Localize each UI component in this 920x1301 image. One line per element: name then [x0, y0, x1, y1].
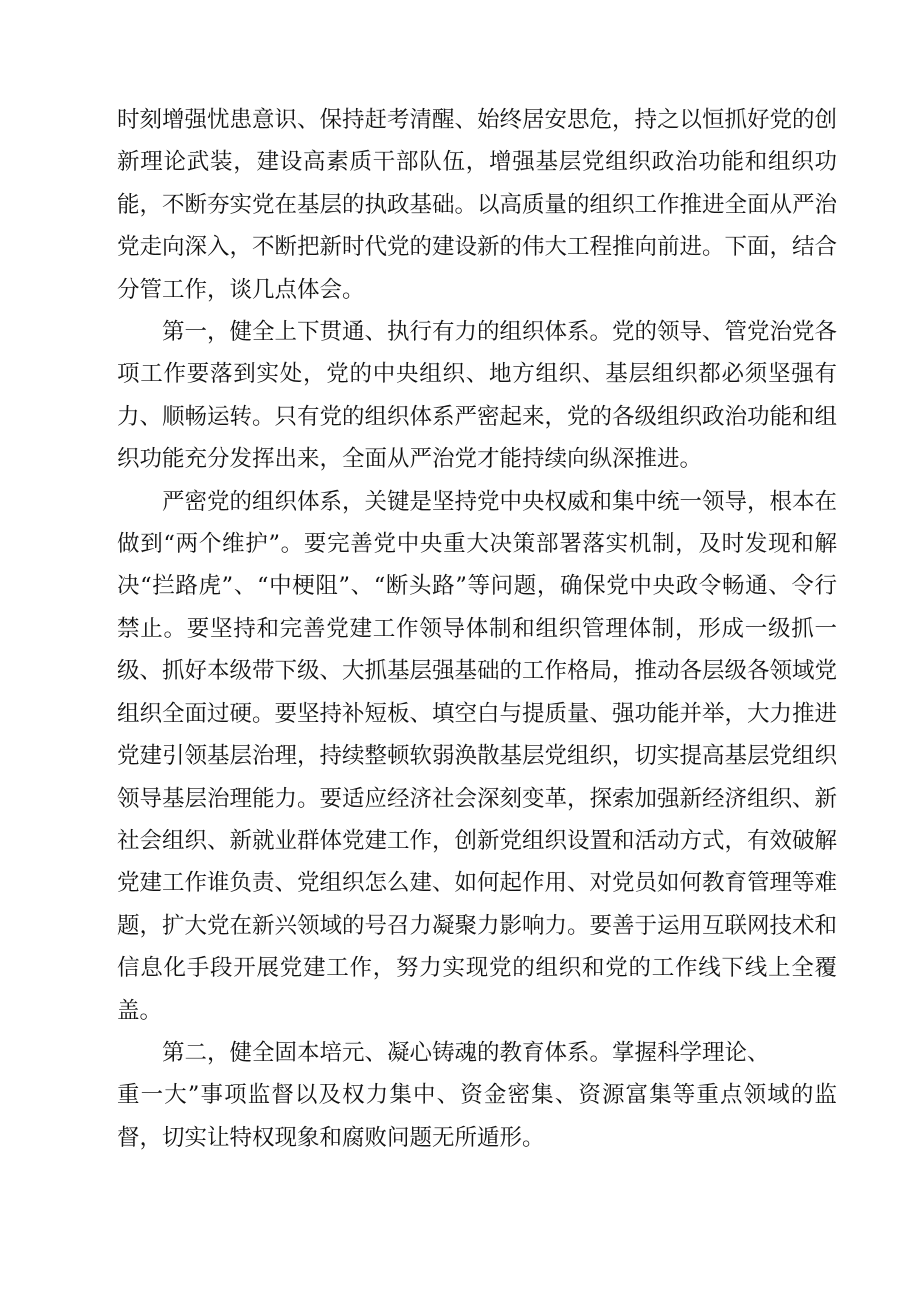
paragraph-intro-continued: 时刻增强忧患意识、保持赶考清醒、始终居安思危，持之以恒抓好党的创新理论武装，建设高素质干部队伍，增强基层党组织政治功能和组织功能，不断夯实党在基层的执政基础。以高质量的组织工作推进全面从严治党走向深入，不断把新时代党的建设新的伟大工程推向前进。下面，结合分管工作，谈几点体会。 — [117, 107, 838, 303]
paragraph-first-point: 第一，健全上下贯通、执行有力的组织体系。党的领导、管党治党各项工作要落到实处，党的中央组织、地方组织、基层组织都必须坚强有力、顺畅运转。只有党的组织体系严密起来，党的各级组织政治功能和组织功能充分发挥出来，全面从严治党才能持续向纵深推进。 — [117, 319, 838, 473]
paragraph-organization-system: 严密党的组织体系，关键是坚持党中央权威和集中统一领导，根本在做到“两个维护”。要完善党中央重大决策部署落实机制，及时发现和解决“拦路虎”、“中梗阻”、“断头路”等问题，确保党中央政令畅通、令行禁止。要坚持和完善党建工作领导体制和组织管理体制，形成一级抓一级、抓好本级带下级、大抓基层强基础的工作格局，推动各层级各领域党组织全面过硬。要坚持补短板、填空白与提质量、强功能并举，大力推进党建引领基层治理，持续整顿软弱涣散基层党组织，切实提高基层党组织领导基层治理能力。要适应经济社会深刻变革，探索加强新经济组织、新社会组织、新就业群体党建工作，创新党组织设置和活动方式，有效破解党建工作谁负责、党组织怎么建、如何起作用、对党员如何教育管理等难题，扩大党在新兴领域的号召力凝聚力影响力。要善于运用互联网技术和信息化手段开展党建工作，努力实现党的组织和党的工作线下线上全覆盖。 — [117, 488, 838, 1024]
document-body — [117, 99, 837, 1159]
paragraph-second-point: 第二，健全固本培元、凝心铸魂的教育体系。掌握科学理论、 — [162, 1039, 770, 1066]
paragraph-supervision: 重一大”事项监督以及权力集中、资金密集、资源富集等重点领域的监督，切实让特权现象和腐败问题无所遁形。 — [117, 1082, 837, 1151]
